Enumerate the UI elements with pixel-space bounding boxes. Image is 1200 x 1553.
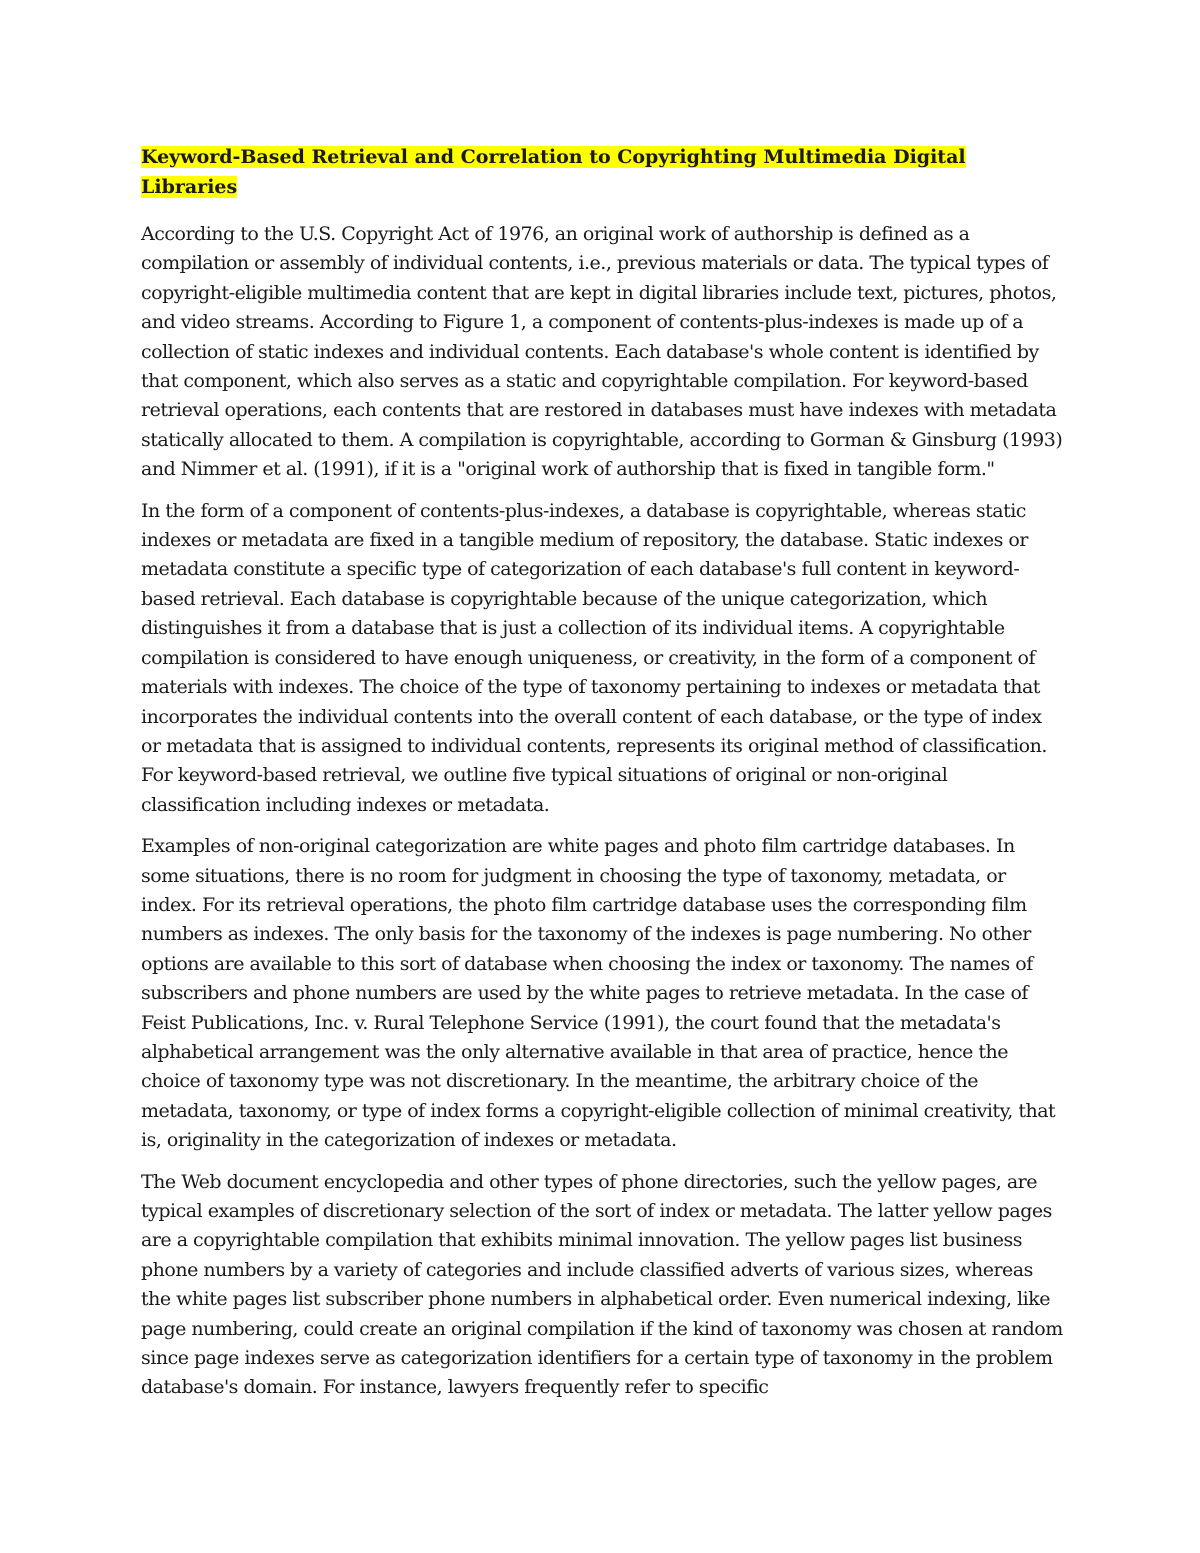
document-page [141, 142, 1063, 1415]
document-title [141, 142, 1063, 202]
paragraph-3: Examples of non-original categorization are white pages and photo film cartridge databases. In some situations, there is no room for judgment in choosing the type of taxonomy, metadata, or index. For its retrieval operations, the photo film cartridge database uses the corresponding film numbers as indexes. The only basis for the taxonomy of the indexes is page numbering. No other options are available to this sort of database when choosing the index or taxonomy. The names of subscribers and phone numbers are used by the white pages to retrieve metadata. In the case of Feist Publications, Inc. v. Rural Telephone Service (1991), the court found that the metadata's alphabetical arrangement was the only alternative available in that area of practice, hence the choice of taxonomy type was not discretionary. In the meantime, the arbitrary choice of the metadata, taxonomy, or type of index forms a copyright-eligible collection of minimal creativity, that is, originality in the categorization of indexes or metadata. [141, 835, 1056, 1152]
paragraph-2: In the form of a component of contents-plus-indexes, a database is copyrightable, whereas static indexes or metadata are fixed in a tangible medium of repository, the database. Static indexes or metadata constitute a specific type of categorization of each database's full content in keyword-based retrieval. Each database is copyrightable because of the unique categorization, which distinguishes it from a database that is just a collection of its individual items. A copyrightable compilation is considered to have enough uniqueness, or creativity, in the form of a component of materials with indexes. The choice of the type of taxonomy pertaining to indexes or metadata that incorporates the individual contents into the overall content of each database, or the type of index or metadata that is assigned to individual contents, represents its original method of classification. For keyword-based retrieval, we outline five typical situations of original or non-original classification including indexes or metadata. [141, 499, 1047, 816]
title-highlight: Keyword-Based Retrieval and Correlation to Copyrighting Multimedia Digital Libraries [141, 146, 966, 198]
paragraph-4: The Web document encyclopedia and other types of phone directories, such the yellow pages, are typical examples of discretionary selection of the sort of index or metadata. The latter yellow pages are a copyrightable compilation that exhibits minimal innovation. The yellow pages list business phone numbers by a variety of categories and include classified adverts of various sizes, whereas the white pages list subscriber phone numbers in alphabetical order. Even numerical indexing, like page numbering, could create an original compilation if the kind of taxonomy was chosen at random since page indexes serve as categorization identifiers for a certain type of taxonomy in the problem database's domain. For instance, lawyers frequently refer to specific [141, 1170, 1063, 1399]
paragraph-1: According to the U.S. Copyright Act of 1976, an original work of authorship is defined as a compilation or assembly of individual contents, i.e., previous materials or data. The typical types of copyright-eligible multimedia content that are kept in digital libraries include text, pictures, photos, and video streams. According to Figure 1, a component of contents-plus-indexes is made up of a collection of static indexes and individual contents. Each database's whole content is identified by that component, which also serves as a static and copyrightable compilation. For keyword-based retrieval operations, each contents that are restored in databases must have indexes with metadata statically allocated to them. A compilation is copyrightable, according to Gorman & Ginsburg (1993) and Nimmer et al. (1991), if it is a "original work of authorship that is fixed in tangible form." [141, 223, 1063, 481]
